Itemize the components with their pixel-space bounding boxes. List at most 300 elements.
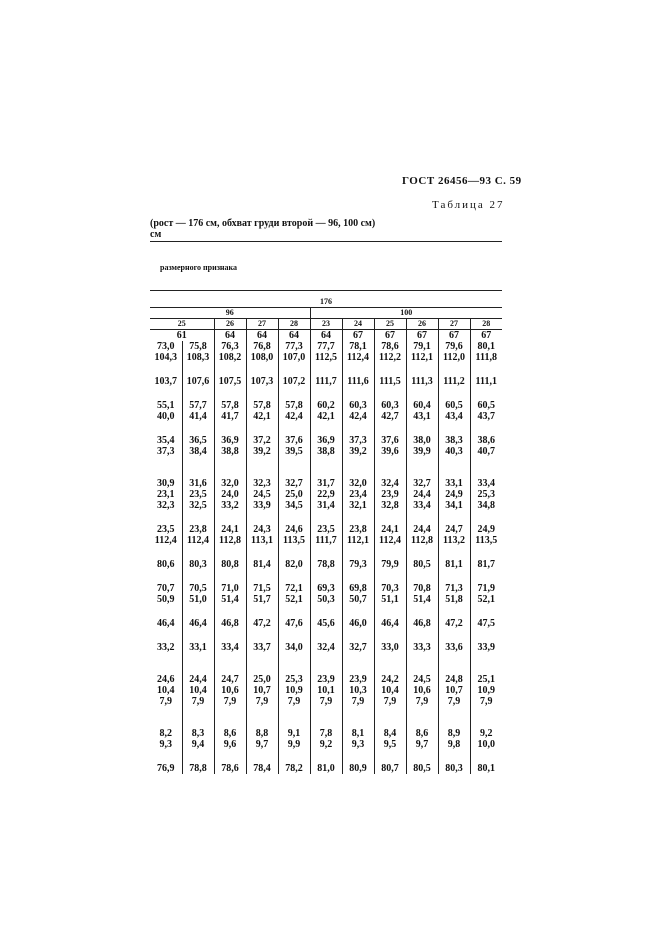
table-cell: 24,7 <box>438 524 470 535</box>
spacer-cell <box>470 570 502 583</box>
table-cell: 42,7 <box>374 411 406 422</box>
spacer-cell <box>406 457 438 478</box>
table-cell: 111,7 <box>310 376 342 387</box>
table-cell: 24,2 <box>374 674 406 685</box>
table-cell: 69,8 <box>342 583 374 594</box>
table-cell: 24,6 <box>278 524 310 535</box>
spacer-cell <box>406 546 438 559</box>
table-cell: 46,4 <box>374 618 406 629</box>
spacer-cell <box>310 422 342 435</box>
table-cell: 69,3 <box>310 583 342 594</box>
table-cell: 7,9 <box>470 696 502 707</box>
table-cell: 107,2 <box>278 376 310 387</box>
table-cell: 47,6 <box>278 618 310 629</box>
table-cell: 40,3 <box>438 446 470 457</box>
table-cell: 24,9 <box>470 524 502 535</box>
spacer-cell <box>438 570 470 583</box>
table-cell: 7,9 <box>374 696 406 707</box>
table-cell: 71,0 <box>214 583 246 594</box>
table-cell: 80,5 <box>406 559 438 570</box>
table-cell: 38,8 <box>214 446 246 457</box>
table-row <box>150 352 502 363</box>
table-cell: 24,5 <box>246 489 278 500</box>
spacer-cell <box>310 387 342 400</box>
table-cell: 80,8 <box>214 559 246 570</box>
spacer-cell <box>214 750 246 763</box>
table-cell: 112,8 <box>214 535 246 546</box>
table-cell: 112,0 <box>438 352 470 363</box>
table-cell: 33,1 <box>182 642 214 653</box>
table-cell: 70,8 <box>406 583 438 594</box>
table-cell: 33,7 <box>246 642 278 653</box>
table-cell: 32,3 <box>246 478 278 489</box>
table-cell: 41,4 <box>182 411 214 422</box>
spacer-cell <box>246 653 278 674</box>
spacer-cell <box>374 750 406 763</box>
table-cell: 8,8 <box>246 728 278 739</box>
table-cell: 7,9 <box>182 696 214 707</box>
table-body <box>150 297 502 774</box>
spacer-cell <box>310 363 342 376</box>
spacer-cell <box>438 707 470 728</box>
table-cell: 36,9 <box>310 435 342 446</box>
measurement-table <box>150 297 502 774</box>
spacer-cell <box>278 387 310 400</box>
table-cell: 24,5 <box>406 674 438 685</box>
table-cell: 112,4 <box>182 535 214 546</box>
table-cell: 31,4 <box>310 500 342 511</box>
table-cell: 33,1 <box>438 478 470 489</box>
spacer-cell <box>406 387 438 400</box>
table-cell: 31,6 <box>182 478 214 489</box>
table-cell: 24,8 <box>438 674 470 685</box>
table-cell: 64 <box>278 330 310 342</box>
table-cell: 64 <box>246 330 278 342</box>
spacer-cell <box>438 546 470 559</box>
table-cell: 10,7 <box>438 685 470 696</box>
row-spacer <box>150 363 502 376</box>
table-cell: 60,5 <box>470 400 502 411</box>
spacer-cell <box>278 629 310 642</box>
spacer-cell <box>438 653 470 674</box>
spacer-cell <box>438 387 470 400</box>
spacer-cell <box>342 457 374 478</box>
table-cell: 67 <box>438 330 470 342</box>
spacer-cell <box>214 363 246 376</box>
spacer-cell <box>214 457 246 478</box>
table-cell: 9,9 <box>278 739 310 750</box>
table-cell: 33,2 <box>214 500 246 511</box>
spacer-cell <box>182 546 214 559</box>
table-cell: 24,4 <box>182 674 214 685</box>
table-cell: 33,2 <box>157 642 175 653</box>
table-cell: 113,2 <box>438 535 470 546</box>
spacer-cell <box>182 629 214 642</box>
row-spacer <box>150 605 502 618</box>
table-cell: 60,2 <box>310 400 342 411</box>
table-cell: 42,4 <box>278 411 310 422</box>
table-cell: 76,3 <box>214 341 246 352</box>
table-row <box>150 763 502 774</box>
table-cell: 10,0 <box>470 739 502 750</box>
table-cell: 81,0 <box>310 763 342 774</box>
table-cell: 81,4 <box>246 559 278 570</box>
spacer-cell <box>246 629 278 642</box>
spacer-cell <box>246 511 278 524</box>
table-cell: 24,1 <box>214 524 246 535</box>
table-cell: 46,0 <box>342 618 374 629</box>
table-row <box>150 341 502 352</box>
spacer-cell <box>278 511 310 524</box>
table-cell: 107,6 <box>182 376 214 387</box>
spacer-cell <box>310 605 342 618</box>
table-cell: 24,4 <box>406 524 438 535</box>
spacer-cell <box>150 511 182 524</box>
spacer-cell <box>406 363 438 376</box>
table-cell: 78,8 <box>182 763 214 774</box>
spacer-cell <box>278 457 310 478</box>
table-cell: 107,0 <box>278 352 310 363</box>
spacer-cell <box>438 605 470 618</box>
table-row <box>150 594 502 605</box>
row-spacer <box>150 570 502 583</box>
table-cell: 79,1 <box>406 341 438 352</box>
spacer-cell <box>246 707 278 728</box>
table-cell: 7,9 <box>246 696 278 707</box>
table-row <box>150 400 502 411</box>
table-cell: 113,5 <box>470 535 502 546</box>
table-cell: 32,0 <box>214 478 246 489</box>
spacer-cell <box>438 629 470 642</box>
table-cell: 108,3 <box>182 352 214 363</box>
spacer-cell <box>342 570 374 583</box>
table-cell: 72,1 <box>278 583 310 594</box>
table-cell: 33,9 <box>470 642 502 653</box>
table-cell: 42,1 <box>246 411 278 422</box>
table-cell: 51,0 <box>182 594 214 605</box>
table-cell: 75,8 <box>182 341 214 352</box>
table-cell: 25,3 <box>470 489 502 500</box>
table-cell: 51,4 <box>406 594 438 605</box>
table-cell: 7,8 <box>310 728 342 739</box>
spacer-cell <box>214 605 246 618</box>
row-spacer <box>150 511 502 524</box>
table-cell: 33,9 <box>246 500 278 511</box>
spacer-cell <box>374 511 406 524</box>
table-cell: 55,1 <box>157 400 175 411</box>
table-cell: 7,9 <box>159 696 172 707</box>
table-cell: 25,1 <box>470 674 502 685</box>
table-cell: 8,4 <box>374 728 406 739</box>
table-cell: 67 <box>470 330 502 342</box>
table-cell: 111,5 <box>374 376 406 387</box>
sizing-label: размерного признака <box>160 263 238 272</box>
table-cell: 24,0 <box>214 489 246 500</box>
spacer-cell <box>182 750 214 763</box>
table-cell: 38,8 <box>310 446 342 457</box>
spacer-cell <box>246 422 278 435</box>
size-header: 27 <box>246 319 278 330</box>
table-cell: 10,4 <box>374 685 406 696</box>
spacer-cell <box>150 605 182 618</box>
table-cell: 76,8 <box>246 341 278 352</box>
spacer-cell <box>342 363 374 376</box>
table-top-rule <box>150 290 502 291</box>
table-cell: 38,6 <box>470 435 502 446</box>
table-cell: 38,3 <box>438 435 470 446</box>
spacer-cell <box>214 707 246 728</box>
table-cell: 39,2 <box>342 446 374 457</box>
table-cell: 57,8 <box>278 400 310 411</box>
table-cell: 78,1 <box>342 341 374 352</box>
table-cell: 25,0 <box>246 674 278 685</box>
height-header-row <box>150 297 502 308</box>
table-cell: 37,6 <box>374 435 406 446</box>
spacer-cell <box>214 653 246 674</box>
table-cell: 9,1 <box>278 728 310 739</box>
table-row <box>150 500 502 511</box>
table-cell: 51,7 <box>246 594 278 605</box>
table-row <box>150 478 502 489</box>
table-cell: 9,2 <box>470 728 502 739</box>
table-cell: 113,1 <box>246 535 278 546</box>
table-cell: 112,4 <box>342 352 374 363</box>
spacer-cell <box>406 422 438 435</box>
spacer-cell <box>438 457 470 478</box>
spacer-cell <box>150 750 182 763</box>
table-cell: 24,4 <box>406 489 438 500</box>
table-cell: 9,4 <box>182 739 214 750</box>
size-header: 24 <box>342 319 374 330</box>
table-cell: 9,2 <box>310 739 342 750</box>
table-cell: 46,4 <box>182 618 214 629</box>
table-cell: 32,8 <box>374 500 406 511</box>
table-cell: 80,6 <box>157 559 175 570</box>
table-cell: 70,3 <box>374 583 406 594</box>
size-header: 27 <box>438 319 470 330</box>
table-cell: 9,5 <box>374 739 406 750</box>
table-cell: 50,9 <box>157 594 175 605</box>
table-cell: 8,9 <box>438 728 470 739</box>
table-cell: 80,1 <box>470 763 502 774</box>
table-cell: 79,6 <box>438 341 470 352</box>
spacer-cell <box>182 707 214 728</box>
spacer-cell <box>246 363 278 376</box>
table-cell: 57,8 <box>246 400 278 411</box>
spacer-cell <box>374 363 406 376</box>
table-label: Таблица 27 <box>432 199 505 211</box>
size-header-row <box>150 319 502 330</box>
chest-header-row <box>150 308 502 319</box>
spacer-cell <box>342 707 374 728</box>
table-cell: 36,5 <box>182 435 214 446</box>
spacer-cell <box>470 546 502 559</box>
spacer-cell <box>150 363 182 376</box>
spacer-cell <box>470 457 502 478</box>
spacer-cell <box>246 605 278 618</box>
table-row <box>150 583 502 594</box>
spacer-cell <box>150 570 182 583</box>
spacer-cell <box>470 422 502 435</box>
spacer-cell <box>278 750 310 763</box>
table-cell: 77,7 <box>310 341 342 352</box>
size-header: 23 <box>310 319 342 330</box>
table-row <box>150 489 502 500</box>
spacer-cell <box>342 653 374 674</box>
spacer-cell <box>246 750 278 763</box>
table-cell: 10,1 <box>310 685 342 696</box>
spacer-cell <box>182 653 214 674</box>
table-row <box>150 435 502 446</box>
document-header: ГОСТ 26456—93 С. 59 <box>402 175 522 187</box>
table-cell: 112,5 <box>310 352 342 363</box>
table-cell: 104,3 <box>154 352 177 363</box>
row-spacer <box>150 750 502 763</box>
table-cell: 7,9 <box>438 696 470 707</box>
size-header: 25 <box>150 319 214 330</box>
table-cell: 9,3 <box>159 739 172 750</box>
table-cell: 67 <box>374 330 406 342</box>
table-cell: 30,9 <box>157 478 175 489</box>
row-spacer <box>150 653 502 674</box>
table-cell: 112,1 <box>406 352 438 363</box>
table-cell: 40,0 <box>157 411 175 422</box>
table-cell: 38,4 <box>182 446 214 457</box>
table-cell: 39,5 <box>278 446 310 457</box>
size-header: 28 <box>278 319 310 330</box>
table-cell: 34,0 <box>278 642 310 653</box>
table-cell: 81,1 <box>438 559 470 570</box>
spacer-cell <box>310 457 342 478</box>
table-cell: 73,0 <box>157 341 175 352</box>
spacer-cell <box>278 422 310 435</box>
table-cell: 52,1 <box>470 594 502 605</box>
table-cell: 112,2 <box>374 352 406 363</box>
row-spacer <box>150 707 502 728</box>
spacer-cell <box>278 546 310 559</box>
height-header: 176 <box>150 297 502 308</box>
table-cell: 23,5 <box>157 524 175 535</box>
table-cell: 51,8 <box>438 594 470 605</box>
table-cell: 77,3 <box>278 341 310 352</box>
spacer-cell <box>342 629 374 642</box>
table-cell: 112,1 <box>342 535 374 546</box>
table-cell: 10,7 <box>246 685 278 696</box>
table-cell: 32,1 <box>342 500 374 511</box>
table-cell: 35,4 <box>157 435 175 446</box>
table-cell: 24,3 <box>246 524 278 535</box>
spacer-cell <box>374 457 406 478</box>
unit-label: см <box>150 229 162 240</box>
table-cell: 111,2 <box>438 376 470 387</box>
table-cell: 80,7 <box>374 763 406 774</box>
table-cell: 51,4 <box>214 594 246 605</box>
table-cell: 33,3 <box>406 642 438 653</box>
table-cell: 7,9 <box>278 696 310 707</box>
spacer-cell <box>342 605 374 618</box>
table-cell: 23,8 <box>182 524 214 535</box>
table-cell: 31,7 <box>310 478 342 489</box>
spacer-cell <box>470 629 502 642</box>
table-cell: 9,8 <box>438 739 470 750</box>
table-cell: 25,0 <box>278 489 310 500</box>
table-cell: 82,0 <box>278 559 310 570</box>
table-cell: 8,3 <box>182 728 214 739</box>
spacer-cell <box>406 653 438 674</box>
table-row <box>150 696 502 707</box>
table-cell: 38,0 <box>406 435 438 446</box>
table-cell: 78,2 <box>278 763 310 774</box>
table-cell: 43,1 <box>406 411 438 422</box>
spacer-cell <box>310 653 342 674</box>
table-cell: 67 <box>406 330 438 342</box>
spacer-cell <box>438 511 470 524</box>
table-cell: 40,7 <box>470 446 502 457</box>
spacer-cell <box>470 605 502 618</box>
spacer-cell <box>150 457 182 478</box>
spacer-cell <box>278 707 310 728</box>
table-cell: 43,4 <box>438 411 470 422</box>
table-cell: 111,7 <box>310 535 342 546</box>
spacer-cell <box>438 363 470 376</box>
spacer-cell <box>406 707 438 728</box>
table-cell: 8,6 <box>406 728 438 739</box>
spacer-cell <box>246 546 278 559</box>
table-cell: 24,1 <box>374 524 406 535</box>
table-cell: 23,5 <box>310 524 342 535</box>
table-row <box>150 739 502 750</box>
spacer-cell <box>214 422 246 435</box>
spacer-cell <box>374 605 406 618</box>
table-cell: 7,9 <box>214 696 246 707</box>
table-cell: 23,9 <box>342 674 374 685</box>
spacer-cell <box>470 707 502 728</box>
table-cell: 112,4 <box>154 535 177 546</box>
spacer-cell <box>182 422 214 435</box>
spacer-cell <box>374 570 406 583</box>
spacer-cell <box>182 605 214 618</box>
spacer-cell <box>374 546 406 559</box>
table-cell: 37,3 <box>342 435 374 446</box>
spacer-cell <box>310 570 342 583</box>
table-cell: 112,8 <box>406 535 438 546</box>
table-cell: 52,1 <box>278 594 310 605</box>
table-cell: 7,9 <box>342 696 374 707</box>
table-cell: 7,9 <box>310 696 342 707</box>
table-cell: 10,6 <box>406 685 438 696</box>
table-row <box>150 728 502 739</box>
table-cell: 79,3 <box>342 559 374 570</box>
spacer-cell <box>182 387 214 400</box>
table-cell: 24,9 <box>438 489 470 500</box>
table-cell: 76,9 <box>157 763 175 774</box>
table-row <box>150 330 502 342</box>
table-cell: 33,4 <box>470 478 502 489</box>
table-cell: 10,4 <box>182 685 214 696</box>
spacer-cell <box>374 629 406 642</box>
spacer-cell <box>406 511 438 524</box>
table-row <box>150 685 502 696</box>
table-cell: 71,3 <box>438 583 470 594</box>
spacer-cell <box>310 546 342 559</box>
spacer-cell <box>214 546 246 559</box>
table-cell: 10,3 <box>342 685 374 696</box>
table-cell: 50,7 <box>342 594 374 605</box>
table-cell: 70,5 <box>182 583 214 594</box>
spacer-cell <box>214 387 246 400</box>
table-cell: 60,4 <box>406 400 438 411</box>
spacer-cell <box>374 422 406 435</box>
